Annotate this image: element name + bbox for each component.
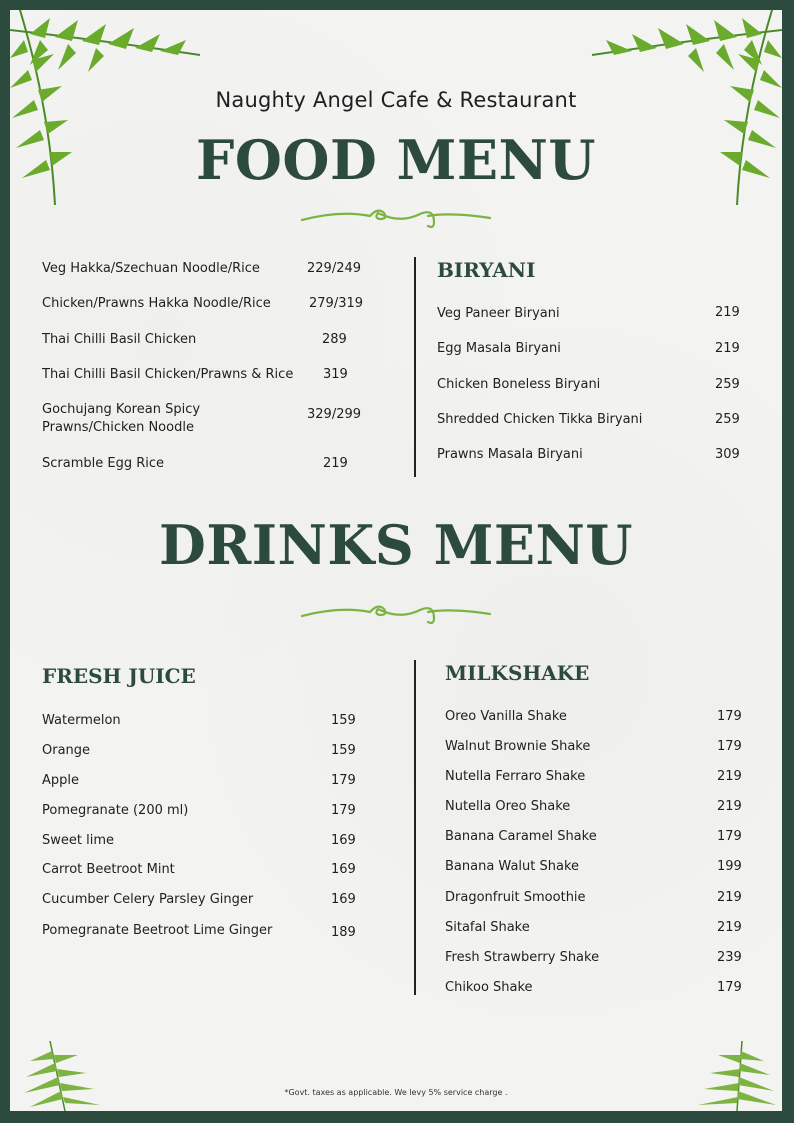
menu-item-price: 219 bbox=[323, 456, 348, 471]
menu-item-price: 159 bbox=[331, 713, 356, 728]
menu-item-name: Chicken Boneless Biryani bbox=[437, 377, 601, 392]
menu-item-name: Walnut Brownie Shake bbox=[445, 739, 591, 754]
menu-item-name: Nutella Oreo Shake bbox=[445, 799, 571, 814]
menu-item-price: 289 bbox=[322, 332, 347, 347]
menu-item-name: Apple bbox=[42, 773, 80, 788]
menu-item-price: 169 bbox=[331, 862, 356, 877]
menu-item-name: Cucumber Celery Parsley Ginger bbox=[42, 892, 254, 907]
palm-leaf-bottom-right-icon bbox=[692, 1041, 782, 1111]
menu-item-price: 169 bbox=[331, 833, 356, 848]
menu-item-name: Veg Hakka/Szechuan Noodle/Rice bbox=[42, 261, 260, 276]
menu-item-price: 219 bbox=[717, 920, 742, 935]
menu-item-price: 179 bbox=[717, 980, 742, 995]
menu-item-name-line1: Gochujang Korean Spicy bbox=[42, 402, 201, 417]
menu-item-name-line2: Prawns/Chicken Noodle bbox=[42, 420, 194, 435]
menu-item-name: Carrot Beetroot Mint bbox=[42, 862, 175, 877]
footer-note: *Govt. taxes as applicable. We levy 5% service charge . bbox=[284, 1088, 508, 1097]
menu-item-price: 239 bbox=[717, 950, 742, 965]
menu-item-name: Oreo Vanilla Shake bbox=[445, 709, 567, 724]
menu-item-price: 169 bbox=[331, 892, 356, 907]
menu-page bbox=[10, 10, 782, 1111]
menu-item-price: 329/299 bbox=[307, 407, 362, 422]
palm-leaf-bottom-left-icon bbox=[20, 1041, 110, 1111]
menu-item-price: 179 bbox=[717, 709, 742, 724]
menu-item-name: Orange bbox=[42, 743, 91, 758]
drinks-menu-title: DRINKS MENU bbox=[159, 513, 633, 577]
menu-item-price: 259 bbox=[715, 377, 740, 392]
menu-item-price: 319 bbox=[323, 367, 348, 382]
menu-item-price: 219 bbox=[715, 341, 740, 356]
menu-item-name: Thai Chilli Basil Chicken/Prawns & Rice bbox=[42, 367, 294, 382]
menu-item-price: 259 bbox=[715, 412, 740, 427]
menu-item-name: Chikoo Shake bbox=[445, 980, 533, 995]
menu-item-price: 199 bbox=[717, 859, 742, 874]
menu-item-name: Dragonfruit Smoothie bbox=[445, 890, 586, 905]
menu-item-name: Fresh Strawberry Shake bbox=[445, 950, 600, 965]
menu-item-name: Pomegranate (200 ml) bbox=[42, 803, 189, 818]
menu-item-price: 219 bbox=[717, 890, 742, 905]
menu-item-price: 179 bbox=[717, 739, 742, 754]
menu-item-name: Scramble Egg Rice bbox=[42, 456, 165, 471]
menu-item-name: Thai Chilli Basil Chicken bbox=[42, 332, 197, 347]
menu-item-price: 279/319 bbox=[309, 296, 364, 311]
menu-item-price: 189 bbox=[331, 925, 356, 940]
fresh-juice-section-title: FRESH JUICE bbox=[42, 664, 196, 688]
menu-item-name: Banana Caramel Shake bbox=[445, 829, 597, 844]
menu-item-price: 179 bbox=[331, 803, 356, 818]
column-divider bbox=[414, 257, 416, 477]
menu-item-price: 219 bbox=[717, 799, 742, 814]
menu-item-name: Nutella Ferraro Shake bbox=[445, 769, 586, 784]
biryani-section-title: BIRYANI bbox=[437, 258, 536, 282]
menu-item-price: 309 bbox=[715, 447, 740, 462]
menu-item-name: Sweet lime bbox=[42, 833, 114, 848]
menu-item-name: Sitafal Shake bbox=[445, 920, 530, 935]
menu-item-price: 159 bbox=[331, 743, 356, 758]
swirl-divider-icon bbox=[300, 600, 492, 628]
menu-item-price: 179 bbox=[717, 829, 742, 844]
menu-item-name: Watermelon bbox=[42, 713, 121, 728]
menu-item-price: 229/249 bbox=[307, 261, 362, 276]
menu-item-name: Banana Walut Shake bbox=[445, 859, 580, 874]
menu-item-name: Chicken/Prawns Hakka Noodle/Rice bbox=[42, 296, 271, 311]
menu-item-name: Veg Paneer Biryani bbox=[437, 306, 560, 321]
menu-item-name: Egg Masala Biryani bbox=[437, 341, 561, 356]
menu-item-name: Prawns Masala Biryani bbox=[437, 447, 583, 462]
menu-item-price: 219 bbox=[717, 769, 742, 784]
menu-item-price: 219 bbox=[715, 305, 740, 320]
swirl-divider-icon bbox=[300, 204, 492, 232]
food-menu-title: FOOD MENU bbox=[196, 128, 596, 192]
column-divider bbox=[414, 660, 416, 995]
menu-item-price: 179 bbox=[331, 773, 356, 788]
menu-item-name: Pomegranate Beetroot Lime Ginger bbox=[42, 923, 273, 938]
restaurant-name: Naughty Angel Cafe & Restaurant bbox=[215, 88, 577, 112]
menu-item-name: Shredded Chicken Tikka Biryani bbox=[437, 412, 643, 427]
milkshake-section-title: MILKSHAKE bbox=[445, 661, 590, 685]
